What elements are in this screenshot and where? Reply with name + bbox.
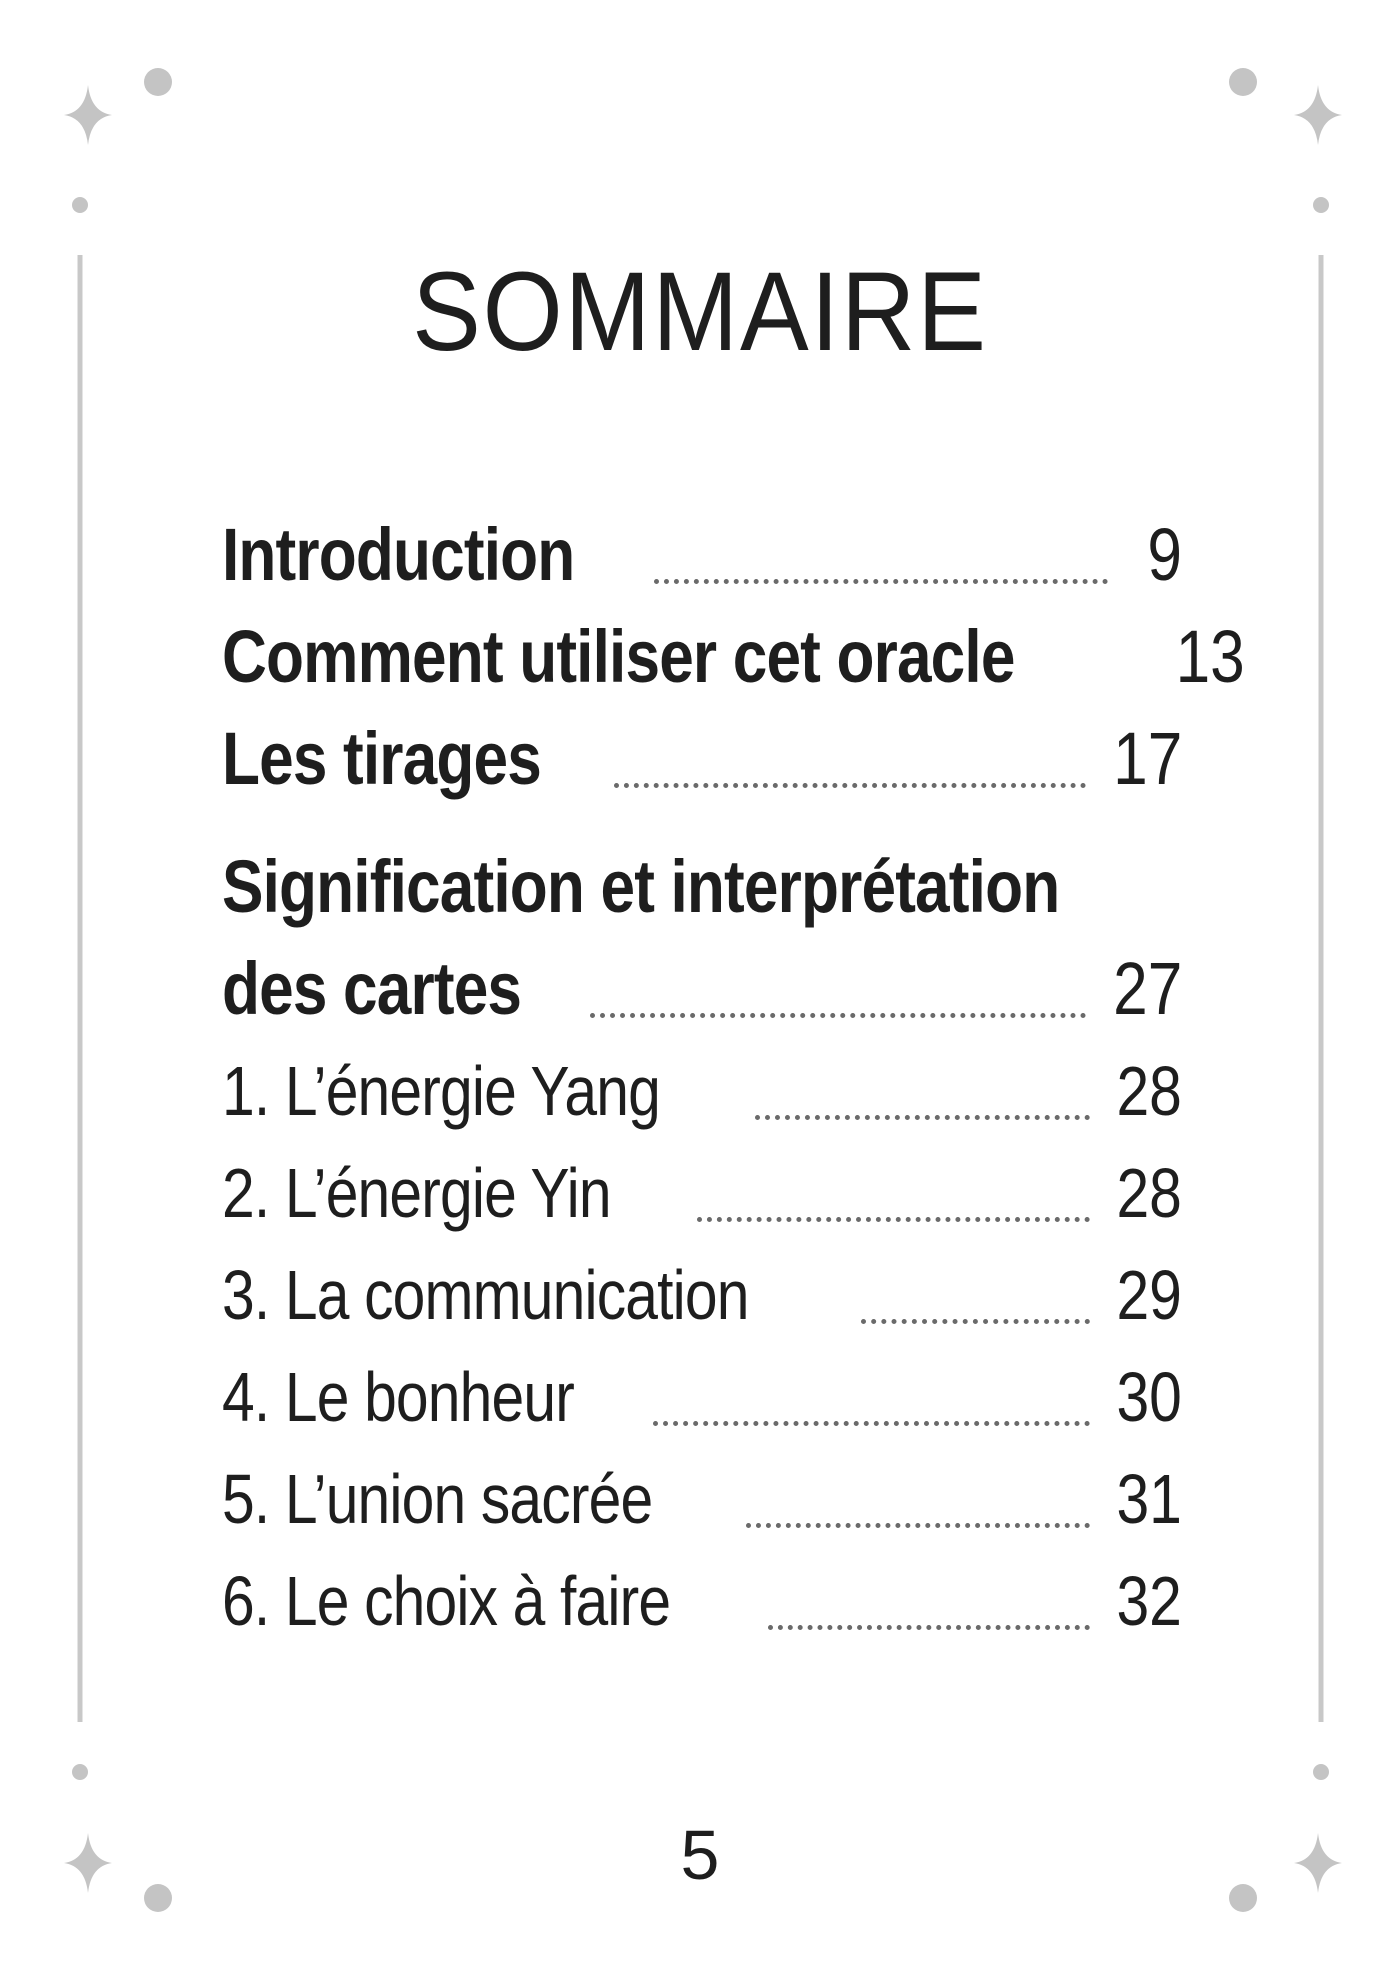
toc-entry-page: 13 — [1175, 615, 1245, 698]
toc-entry-page: 30 — [1116, 1358, 1182, 1436]
dot-icon — [72, 197, 88, 213]
toc-entry-label: Comment utiliser cet oracle — [222, 615, 1015, 698]
toc-entry-page: 29 — [1116, 1256, 1182, 1334]
dot-leader — [861, 1319, 1090, 1324]
toc-entry-label: 4. Le bonheur — [222, 1358, 574, 1436]
toc-entry-introduction — [222, 510, 1182, 600]
dot-icon — [1313, 197, 1329, 213]
toc-entry-label-line1: Signification et interprétation — [222, 845, 1060, 928]
toc-entry-page: 28 — [1116, 1154, 1182, 1232]
toc-entry-page: 31 — [1116, 1460, 1182, 1538]
dot-leader — [755, 1115, 1090, 1120]
toc-entry-label: 2. L’énergie Yin — [222, 1154, 611, 1232]
sparkle-icon — [1294, 85, 1342, 145]
toc-entry-card-5 — [222, 1454, 1182, 1544]
toc-entry-page: 32 — [1116, 1562, 1182, 1640]
toc-entry-card-2 — [222, 1148, 1182, 1238]
dot-leader — [697, 1217, 1090, 1222]
dot-icon — [1313, 1764, 1329, 1780]
toc-entry-label: 1. L’énergie Yang — [222, 1052, 661, 1130]
toc-entry-card-6 — [222, 1556, 1182, 1646]
toc-entry-signification — [222, 944, 1182, 1034]
sparkle-icon — [64, 85, 112, 145]
dot-leader — [654, 579, 1108, 584]
toc-entry-card-1 — [222, 1046, 1182, 1136]
dot-leader — [653, 1421, 1090, 1426]
toc-entry-label: 5. L’union sacrée — [222, 1460, 653, 1538]
dot-icon — [1229, 68, 1257, 96]
toc-entry-page: 17 — [1112, 717, 1182, 800]
toc-entry-card-3 — [222, 1250, 1182, 1340]
toc-entry-label: des cartes — [222, 947, 522, 1030]
toc-entry-page: 28 — [1116, 1052, 1182, 1130]
dot-leader — [768, 1625, 1091, 1630]
toc-entry-comment-utiliser — [222, 612, 1245, 702]
dot-icon — [72, 1764, 88, 1780]
toc-entry-label: Les tirages — [222, 717, 541, 800]
dot-leader — [746, 1523, 1090, 1528]
dot-leader — [614, 783, 1086, 788]
page-title: SOMMAIRE — [412, 249, 988, 375]
toc-entry-page: 9 — [1147, 513, 1182, 596]
toc-entry-label: Introduction — [222, 513, 575, 596]
toc-entry-page: 27 — [1112, 947, 1182, 1030]
toc-entry-card-4 — [222, 1352, 1182, 1442]
toc-entry-les-tirages — [222, 714, 1182, 804]
page-number: 5 — [680, 1816, 720, 1894]
toc-entry-label: 3. La communication — [222, 1256, 749, 1334]
dot-icon — [144, 68, 172, 96]
toc-entry-label: 6. Le choix à faire — [222, 1562, 671, 1640]
dot-leader — [590, 1013, 1086, 1018]
